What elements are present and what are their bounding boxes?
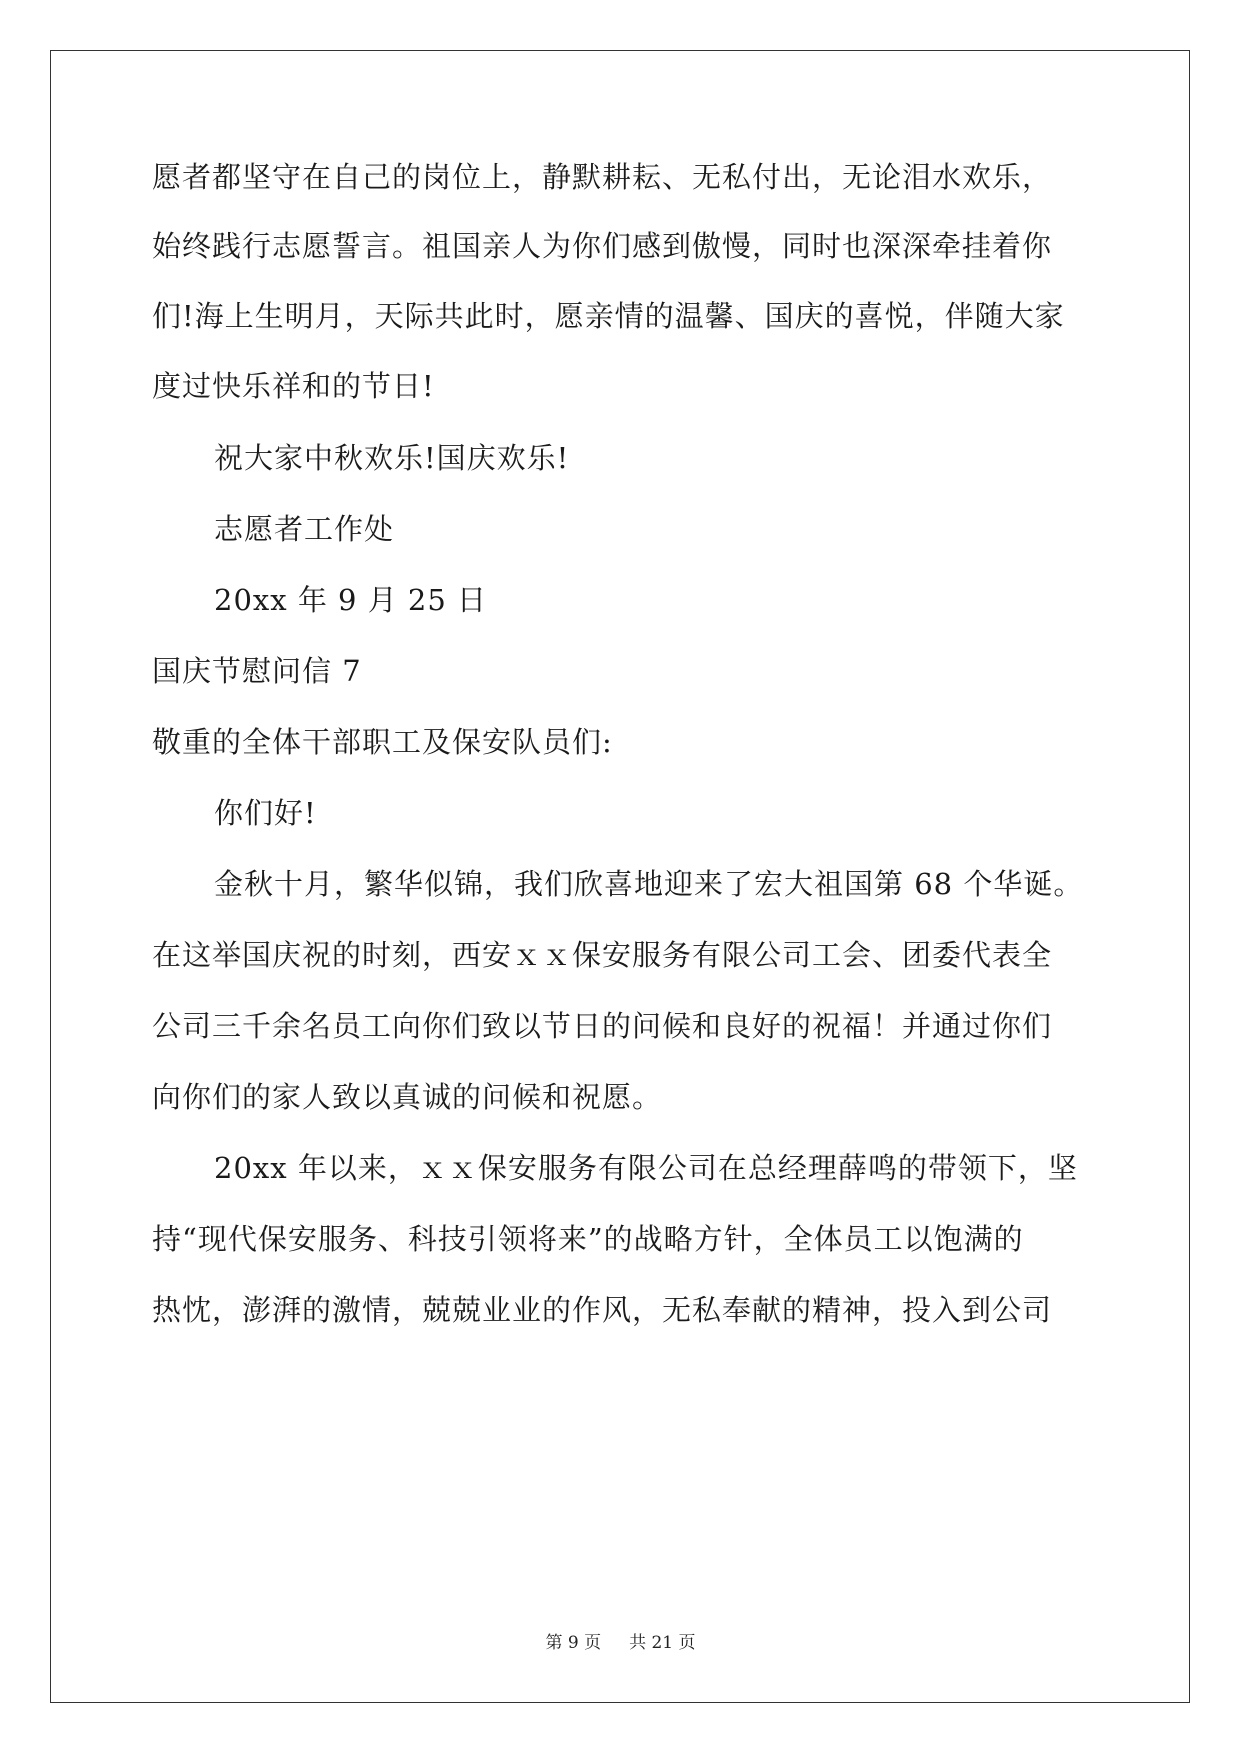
body-text-line: 金秋十月，繁华似锦，我们欣喜地迎来了宏大祖国第 68 个华诞。 — [214, 867, 1084, 901]
letter-title: 国庆节慰问信 7 — [152, 654, 362, 688]
body-text-line: 在这举国庆祝的时刻，西安ｘｘ保安服务有限公司工会、团委代表全 — [152, 938, 1053, 972]
body-text-line: 向你们的家人致以真诚的问候和祝愿。 — [152, 1080, 663, 1114]
salutation: 敬重的全体干部职工及保安队员们: — [152, 725, 613, 759]
page-number: 第 9 页 — [545, 1633, 602, 1653]
body-text-line: 愿者都坚守在自己的岗位上，静默耕耘、无私付出，无论泪水欢乐， — [152, 160, 1053, 194]
total-pages: 共 21 页 — [629, 1633, 696, 1653]
body-text-line: 们!海上生明月，天际共此时，愿亲情的温馨、国庆的喜悦，伴随大家 — [152, 299, 1065, 333]
opening-greeting: 你们好! — [214, 796, 317, 830]
body-text-line: 始终践行志愿誓言。祖国亲人为你们感到傲慢，同时也深深牵挂着你 — [152, 229, 1053, 263]
page-footer — [0, 1632, 1241, 1654]
signature-date: 20xx 年 9 月 25 日 — [214, 583, 488, 617]
body-text-line: 持“现代保安服务、科技引领将来”的战略方针，全体员工以饱满的 — [152, 1222, 1024, 1256]
signature-org: 志愿者工作处 — [214, 512, 395, 546]
body-text-line: 公司三千余名员工向你们致以节日的问候和良好的祝福！并通过你们 — [152, 1009, 1053, 1043]
body-text-line: 度过快乐祥和的节日! — [152, 369, 435, 403]
body-text-line: 热忱，澎湃的激情，兢兢业业的作风，无私奉献的精神，投入到公司 — [152, 1293, 1053, 1327]
greeting-line: 祝大家中秋欢乐!国庆欢乐! — [214, 441, 570, 475]
body-text-line: 20xx 年以来，ｘｘ保安服务有限公司在总经理薛鸣的带领下，坚 — [214, 1151, 1078, 1185]
